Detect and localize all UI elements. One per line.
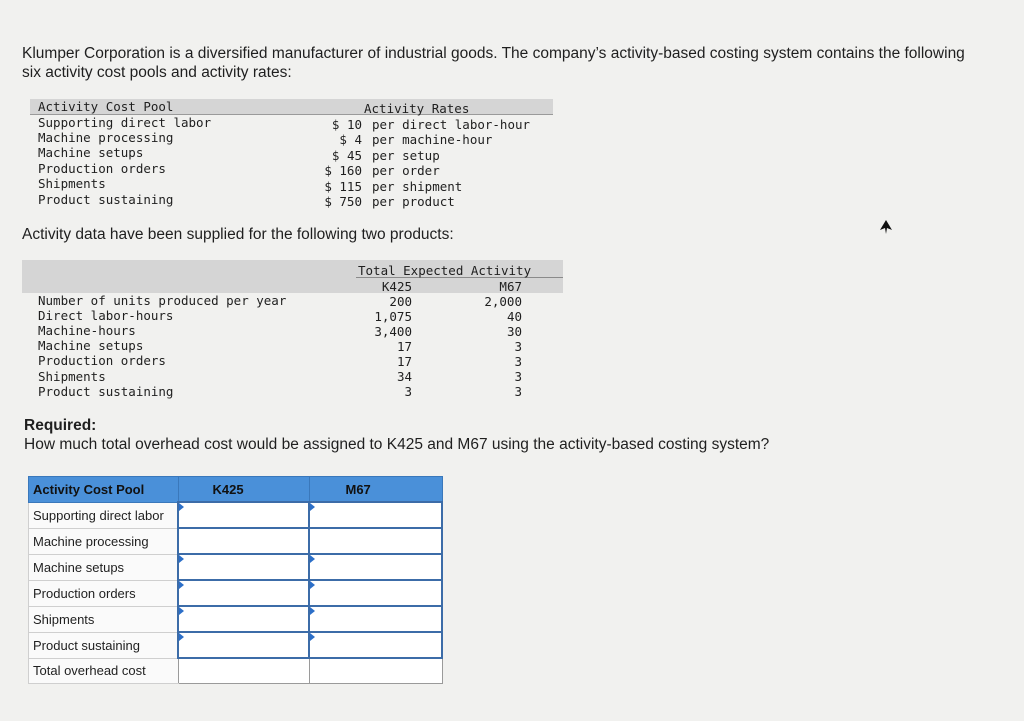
input-marker-icon bbox=[310, 633, 315, 641]
input-marker-icon bbox=[179, 555, 184, 563]
input-marker-icon bbox=[179, 607, 184, 615]
grid-row-label: Shipments bbox=[29, 606, 179, 632]
rates-col-pool: Activity Cost Pool bbox=[38, 99, 174, 114]
activity-row-m67: 3 bbox=[514, 354, 522, 369]
rate-row-pool: Supporting direct labor bbox=[38, 115, 212, 130]
required-section bbox=[24, 416, 769, 454]
input-marker-icon bbox=[179, 503, 184, 511]
grid-row-label: Total overhead cost bbox=[29, 658, 179, 684]
activity-col-m67: M67 bbox=[499, 279, 522, 294]
activity-row-k425: 1,075 bbox=[374, 309, 412, 324]
grid-row bbox=[29, 606, 443, 632]
input-marker-icon bbox=[179, 581, 184, 589]
answer-grid bbox=[28, 476, 443, 684]
activity-row-k425: 17 bbox=[396, 354, 412, 369]
grid-col-pool: Activity Cost Pool bbox=[29, 477, 179, 503]
activity-row-label: Direct labor-hours bbox=[38, 308, 174, 323]
activity-row-k425: 3,400 bbox=[374, 324, 412, 339]
input-marker-icon bbox=[310, 555, 315, 563]
activity-row-m67: 30 bbox=[506, 324, 522, 339]
grid-row bbox=[29, 580, 443, 606]
rate-row-amount: $ 750 bbox=[324, 194, 362, 209]
required-question: How much total overhead cost would be assigned to K425 and M67 using the activity-based costing system? bbox=[24, 436, 770, 453]
m67-input[interactable] bbox=[310, 504, 441, 526]
rate-row-unit: per product bbox=[372, 194, 455, 209]
k425-input[interactable] bbox=[179, 608, 308, 630]
k425-input[interactable] bbox=[179, 556, 308, 578]
rate-row-unit: per direct labor-hour bbox=[372, 117, 531, 132]
rate-row-unit: per setup bbox=[372, 148, 440, 163]
rate-row-unit: per order bbox=[372, 163, 440, 178]
activity-row-m67: 2,000 bbox=[484, 294, 522, 309]
activity-row-m67: 3 bbox=[514, 339, 522, 354]
activity-row-k425: 17 bbox=[396, 339, 412, 354]
rate-row-amount: $ 160 bbox=[324, 163, 362, 178]
m67-input-cell[interactable] bbox=[309, 606, 442, 632]
rate-row-pool: Product sustaining bbox=[38, 192, 174, 207]
activity-row-k425: 34 bbox=[396, 369, 412, 384]
input-marker-icon bbox=[310, 607, 315, 615]
grid-total-row bbox=[29, 658, 443, 684]
activity-row-label: Number of units produced per year bbox=[38, 293, 287, 308]
activity-intro: Activity data have been supplied for the following two products: bbox=[22, 226, 454, 243]
m67-input-cell[interactable] bbox=[309, 528, 442, 554]
activity-row-k425: 200 bbox=[389, 294, 412, 309]
k425-input-cell[interactable] bbox=[178, 554, 309, 580]
k425-input[interactable] bbox=[179, 582, 308, 604]
activity-row-m67: 3 bbox=[514, 369, 522, 384]
k425-input-cell[interactable] bbox=[178, 528, 309, 554]
k425-input[interactable] bbox=[179, 530, 308, 552]
rate-row-unit: per shipment bbox=[372, 179, 463, 194]
activity-header-title: Total Expected Activity bbox=[358, 263, 532, 278]
m67-input-cell[interactable] bbox=[309, 502, 442, 528]
k425-total-cell[interactable] bbox=[178, 658, 309, 684]
input-marker-icon bbox=[179, 633, 184, 641]
k425-input[interactable] bbox=[179, 504, 308, 526]
activity-row-m67: 40 bbox=[506, 309, 522, 324]
input-marker-icon bbox=[310, 503, 315, 511]
activity-row-label: Production orders bbox=[38, 353, 166, 368]
answer-grid-header bbox=[29, 477, 443, 503]
k425-input-cell[interactable] bbox=[178, 502, 309, 528]
input-marker-icon bbox=[310, 581, 315, 589]
m67-input-cell[interactable] bbox=[309, 554, 442, 580]
k425-input-cell[interactable] bbox=[178, 606, 309, 632]
rate-row-amount: $ 4 bbox=[339, 132, 362, 147]
activity-row-label: Machine setups bbox=[38, 338, 144, 353]
k425-total-input[interactable] bbox=[179, 660, 309, 682]
m67-input[interactable] bbox=[310, 556, 441, 578]
k425-input[interactable] bbox=[179, 634, 308, 656]
grid-row-label: Product sustaining bbox=[29, 632, 179, 658]
activity-row-label: Machine-hours bbox=[38, 323, 136, 338]
k425-input-cell[interactable] bbox=[178, 580, 309, 606]
activity-row-label: Product sustaining bbox=[38, 384, 174, 399]
m67-total-cell[interactable] bbox=[309, 658, 442, 684]
m67-input-cell[interactable] bbox=[309, 632, 442, 658]
grid-row-label: Supporting direct labor bbox=[29, 502, 179, 528]
rates-col-rates: Activity Rates bbox=[364, 101, 470, 116]
rate-row-pool: Machine setups bbox=[38, 145, 144, 160]
rate-row-pool: Shipments bbox=[38, 176, 106, 191]
grid-row-label: Machine setups bbox=[29, 554, 179, 580]
activity-row-k425: 3 bbox=[404, 384, 412, 399]
activity-col-k425: K425 bbox=[381, 279, 412, 294]
grid-row-label: Machine processing bbox=[29, 528, 179, 554]
rate-row-amount: $ 10 bbox=[331, 117, 362, 132]
k425-input-cell[interactable] bbox=[178, 632, 309, 658]
grid-col-m67: M67 bbox=[309, 477, 442, 503]
m67-input[interactable] bbox=[310, 530, 441, 552]
grid-row bbox=[29, 632, 443, 658]
m67-input[interactable] bbox=[310, 582, 441, 604]
m67-input-cell[interactable] bbox=[309, 580, 442, 606]
mouse-cursor-icon bbox=[880, 220, 892, 234]
grid-col-k425: K425 bbox=[178, 477, 309, 503]
rate-row-pool: Production orders bbox=[38, 161, 166, 176]
rate-row-amount: $ 115 bbox=[324, 179, 362, 194]
rate-row-unit: per machine-hour bbox=[372, 132, 493, 147]
rate-row-amount: $ 45 bbox=[331, 148, 362, 163]
activity-row-label: Shipments bbox=[38, 369, 106, 384]
grid-row bbox=[29, 554, 443, 580]
grid-row-label: Production orders bbox=[29, 580, 179, 606]
m67-total-input[interactable] bbox=[310, 660, 442, 682]
grid-row bbox=[29, 528, 443, 554]
m67-input[interactable] bbox=[310, 634, 441, 656]
rate-row-pool: Machine processing bbox=[38, 130, 174, 145]
required-title: Required: bbox=[24, 417, 97, 434]
grid-row bbox=[29, 502, 443, 528]
m67-input[interactable] bbox=[310, 608, 441, 630]
problem-intro: Klumper Corporation is a diversified manufacturer of industrial goods. The company’s activity-based costing system contains the following six activity cost pools and activity rates: bbox=[22, 45, 965, 81]
activity-row-m67: 3 bbox=[514, 384, 522, 399]
